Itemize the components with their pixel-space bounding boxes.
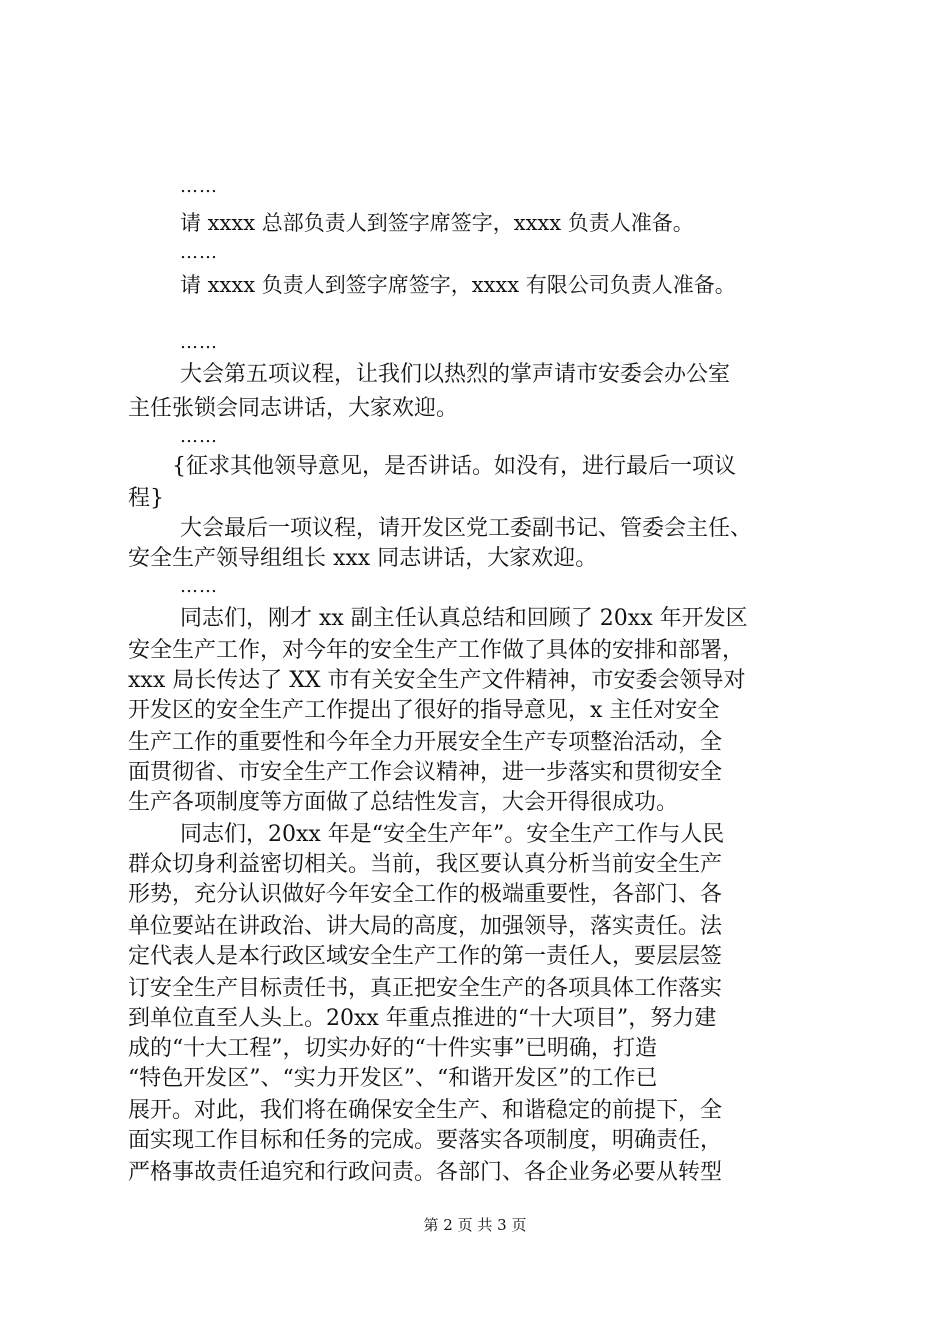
- text-line: 形势，充分认识做好今年安全工作的极端重要性，各部门、各: [128, 882, 723, 907]
- text-line: 展开。对此，我们将在确保安全生产、和谐稳定的前提下，全: [128, 1098, 723, 1123]
- text-line: 请 xxxx 负责人到签字席签字，xxxx 有限公司负责人准备。: [180, 273, 736, 297]
- ellipsis-line: ……: [180, 576, 218, 597]
- text-line: “特色开发区”、“实力开发区”、“和谐开发区”的工作已: [128, 1066, 658, 1091]
- text-line: 成的“十大工程”，切实办好的“十件实事”已明确，打造: [128, 1036, 657, 1061]
- text-line: 定代表人是本行政区域安全生产工作的第一责任人，要层层签: [128, 944, 723, 969]
- text-line: 大会第五项议程，让我们以热烈的掌声请市安委会办公室: [180, 362, 731, 387]
- text-line: 安全生产工作，对今年的安全生产工作做了具体的安排和部署，: [128, 638, 745, 663]
- text-line: 程}: [128, 486, 164, 511]
- ellipsis-line: ……: [180, 426, 218, 447]
- text-line: 订安全生产目标责任书，真正把安全生产的各项具体工作落实: [128, 976, 723, 1001]
- ellipsis-line: ……: [180, 242, 218, 263]
- ellipsis-line: ……: [180, 332, 218, 353]
- text-line: 请 xxxx 总部负责人到签字席签字，xxxx 负责人准备。: [180, 211, 694, 235]
- text-line: 单位要站在讲政治、讲大局的高度，加强领导，落实责任。法: [128, 914, 723, 939]
- text-line: 到单位直至人头上。20xx 年重点推进的“十大项目”，努力建: [128, 1006, 717, 1031]
- text-line: 群众切身利益密切相关。当前，我区要认真分析当前安全生产: [128, 852, 723, 877]
- ellipsis-line: ……: [180, 176, 218, 197]
- text-line: 生产工作的重要性和今年全力开展安全生产专项整治活动，全: [128, 730, 723, 755]
- text-line: 面贯彻省、市安全生产工作会议精神，进一步落实和贯彻安全: [128, 760, 723, 785]
- text-line: 严格事故责任追究和行政问责。各部门、各企业务必要从转型: [128, 1160, 723, 1185]
- page-footer: 第 2 页 共 3 页: [423, 1216, 527, 1234]
- text-line: 安全生产领导组组长 xxx 同志讲话，大家欢迎。: [128, 546, 598, 571]
- text-line: 同志们，20xx 年是“安全生产年”。安全生产工作与人民: [180, 822, 725, 847]
- text-line: 同志们，刚才 xx 副主任认真总结和回顾了 20xx 年开发区: [180, 606, 748, 631]
- text-line: 开发区的安全生产工作提出了很好的指导意见，x 主任对安全: [128, 698, 720, 723]
- text-line: 生产各项制度等方面做了总结性发言，大会开得很成功。: [128, 790, 679, 815]
- text-line: 大会最后一项议程，请开发区党工委副书记、管委会主任、: [180, 516, 753, 541]
- text-line: {征求其他领导意见，是否讲话。如没有，进行最后一项议: [172, 454, 736, 479]
- text-line: 面实现工作目标和任务的完成。要落实各项制度，明确责任，: [128, 1128, 723, 1153]
- text-line: 主任张锁会同志讲话，大家欢迎。: [128, 396, 459, 421]
- text-line: xxx 局长传达了 XX 市有关安全生产文件精神，市安委会领导对: [128, 668, 746, 693]
